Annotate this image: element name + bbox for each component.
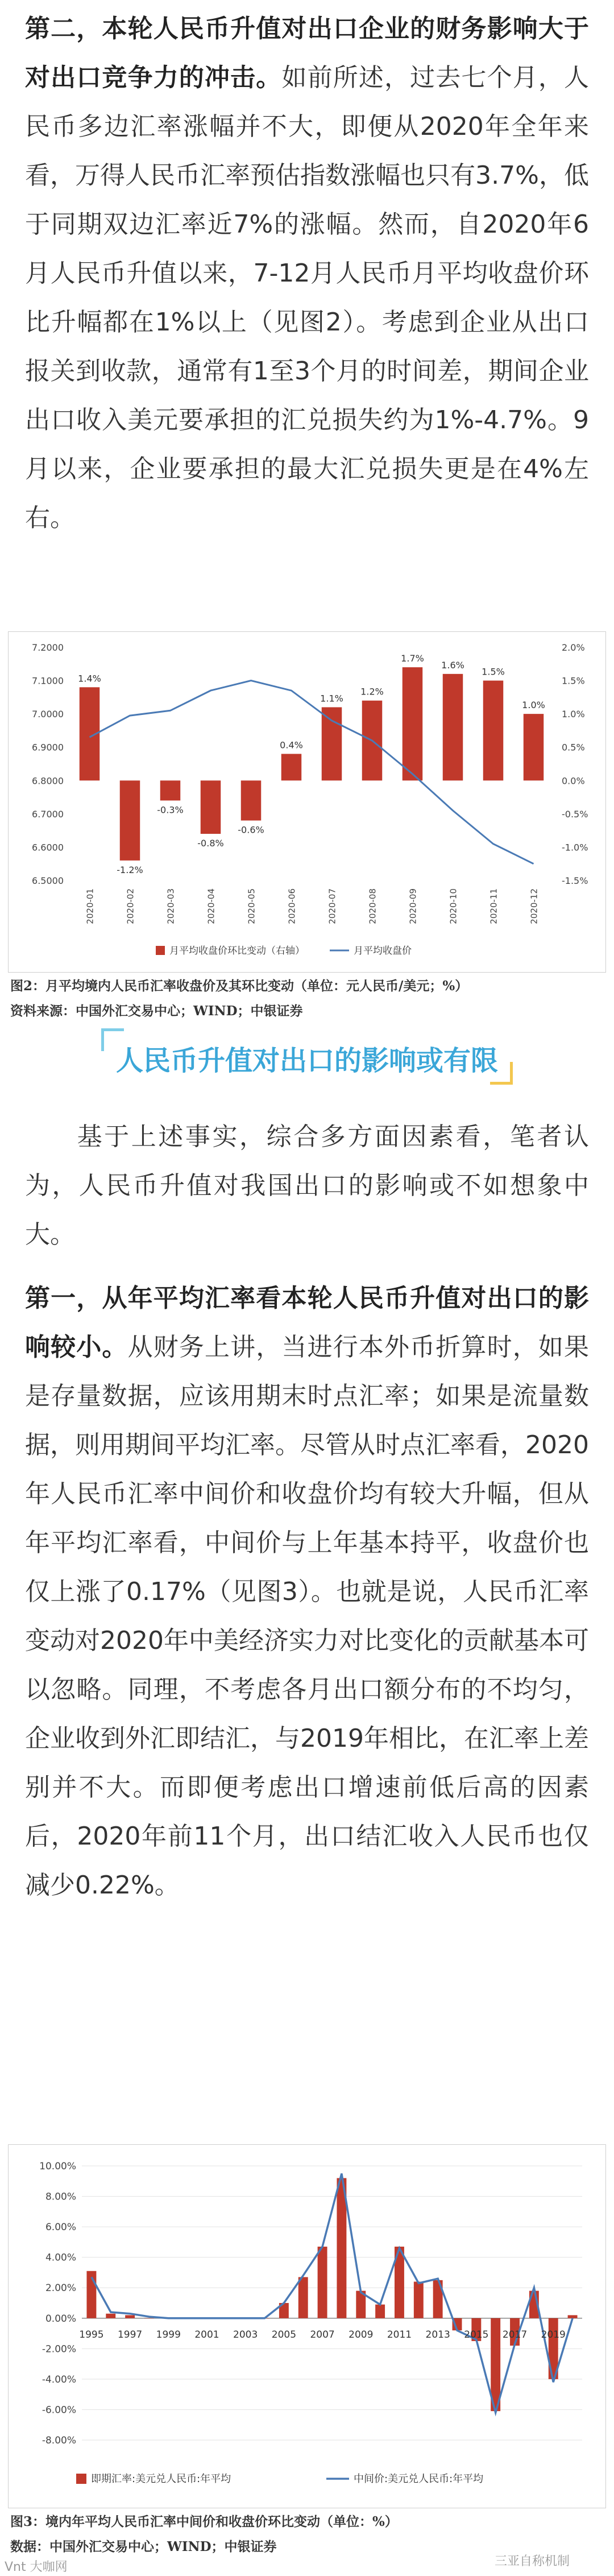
chart2-ytick: 4.00% bbox=[45, 2252, 76, 2264]
chart1-ytick-left: 7.0000 bbox=[32, 709, 64, 720]
chart1-bar bbox=[281, 754, 302, 780]
chart2-xtick: 1997 bbox=[117, 2329, 143, 2341]
chart2-ytick: -8.00% bbox=[42, 2435, 76, 2446]
chart2-ytick: 8.00% bbox=[45, 2191, 76, 2203]
chart2-source: 数据：中国外汇交易中心；WIND；中银证券 bbox=[10, 2539, 277, 2554]
paragraph-lead: 第二，本轮人民币升值对出口企业的财务影响大于对出口竞争力的冲击。 bbox=[25, 14, 589, 92]
paragraph-annual-lead: 第一，从年平均汇率看本轮人民币升值对出口的影响较小。 bbox=[25, 1284, 589, 1362]
chart1-bar-label: 1.1% bbox=[320, 693, 343, 704]
chart2-xtick: 1999 bbox=[156, 2329, 181, 2341]
chart1-xtick: 2020-09 bbox=[408, 888, 418, 924]
chart2-ytick: -4.00% bbox=[42, 2374, 76, 2385]
chart1-source: 资料来源：中国外汇交易中心；WIND；中银证券 bbox=[10, 1003, 303, 1019]
chart1-caption bbox=[10, 974, 604, 1024]
chart1-xtick: 2020-04 bbox=[206, 888, 217, 924]
chart2-bar bbox=[375, 2305, 385, 2318]
chart1-legend-bar-swatch bbox=[156, 946, 165, 955]
watermark-left: Vnt 大咖网 bbox=[5, 2560, 68, 2574]
paragraph-annual-body: 从财务上讲，当进行本外币折算时，如果是存量数据，应该用期末时点汇率；如果是流量数据，则用期间平均汇率。尽管从时点汇率看，2020年人民币汇率中间价和收盘价均有较大升幅，但从年平均汇率看，中间价与上年基本持平，收盘价也仅上涨了0.17%（见图3）。也就是说，人民币汇率变动对2020年中美经济实力对比变化的贡献基本可以忽略。同理，不考虑各月出口额分布的不均匀，企业收到外汇即结汇，与2019年相比，在汇率上差别并不大。而即便考虑出口增速前低后高的因素后，2020年前11个月，出口结汇收入人民币也仅减少0.22%。 bbox=[25, 1333, 590, 1900]
chart2-bar bbox=[318, 2247, 327, 2318]
chart2-title: 图3：境内年平均人民币汇率中间价和收盘价环比变动（单位：%） bbox=[10, 2514, 398, 2529]
chart1-xtick: 2020-03 bbox=[165, 888, 176, 924]
section-title: 人民币升值对出口的影响或有限 bbox=[115, 1045, 498, 1077]
chart1-bar bbox=[524, 714, 544, 780]
paragraph-body: 如前所述，过去七个月，人民币多边汇率涨幅并不大，即便从2020年全年来看，万得人民币汇率预估指数涨幅也只有3.7%，低于同期双边汇率近7%的涨幅。然而，自2020年6月人民币升值以来，7-12月人民币月平均收盘价环比升幅都在1%以上（见图2）。考虑到企业从出口报关到收款，通常有1至3个月的时间差，期间企业出口收入美元要承担的汇兑损失约为1%-4.7%。9月以来，企业要承担的最大汇兑损失更是在4%左右。 bbox=[25, 63, 590, 532]
chart-annual-rate bbox=[8, 2144, 606, 2508]
chart1-ytick-right: 2.0% bbox=[562, 642, 585, 653]
chart1-xtick: 2020-08 bbox=[367, 888, 378, 924]
chart1-xtick: 2020-12 bbox=[529, 888, 540, 924]
chart1-bar bbox=[241, 780, 262, 820]
chart1-xtick: 2020-02 bbox=[125, 888, 136, 924]
chart1-ytick-left: 6.9000 bbox=[32, 742, 64, 753]
chart1-legend-bar-label: 月平均收盘价环比变动（右轴） bbox=[169, 945, 305, 957]
chart1-ytick-left: 6.6000 bbox=[32, 842, 64, 853]
chart2-xtick: 2001 bbox=[194, 2329, 219, 2341]
paragraph-summary-text: 基于上述事实，综合多方面因素看，笔者认为，人民币升值对我国出口的影响或不如想象中大。 bbox=[25, 1122, 589, 1249]
chart1-legend-line-label: 月平均收盘价 bbox=[354, 945, 412, 957]
chart1-bar-label: 1.4% bbox=[78, 673, 101, 684]
chart1-xtick: 2020-06 bbox=[287, 888, 297, 924]
chart1-bar bbox=[120, 780, 140, 861]
chart2-ytick: 6.00% bbox=[45, 2222, 76, 2234]
chart2-xtick: 2005 bbox=[271, 2329, 297, 2341]
chart2-bar bbox=[568, 2315, 578, 2318]
chart1-xtick: 2020-07 bbox=[327, 888, 338, 924]
chart1-ytick-right: 0.5% bbox=[562, 742, 585, 753]
chart1-bar bbox=[403, 667, 423, 780]
chart2-ytick: -2.00% bbox=[42, 2343, 76, 2355]
chart1-bar bbox=[201, 780, 221, 834]
chart1-bar-label: -0.6% bbox=[238, 824, 264, 836]
chart1-bar-label: 1.5% bbox=[482, 666, 505, 677]
chart1-ytick-left: 6.8000 bbox=[32, 775, 64, 787]
chart1-bar bbox=[160, 780, 181, 800]
chart2-legend-bar-label: 即期汇率:美元兑人民币:年平均 bbox=[91, 2473, 231, 2485]
watermark-right: 三亚自称机制 bbox=[495, 2554, 570, 2569]
chart1-xtick: 2020-10 bbox=[448, 888, 459, 924]
chart1-bar-label: 1.6% bbox=[441, 659, 464, 671]
chart1-ytick-left: 6.5000 bbox=[32, 875, 64, 886]
chart1-bar-label: 0.4% bbox=[280, 739, 303, 751]
chart2-xtick: 1995 bbox=[79, 2329, 104, 2341]
chart2-xtick: 2013 bbox=[425, 2329, 450, 2341]
chart2-xtick: 2003 bbox=[233, 2329, 258, 2341]
chart1-bar-label: 1.2% bbox=[360, 686, 384, 697]
chart2-xtick: 2009 bbox=[349, 2329, 374, 2341]
chart1-bar-label: 1.0% bbox=[522, 700, 545, 711]
chart1-ytick-left: 6.7000 bbox=[32, 808, 64, 820]
chart2-ytick: 2.00% bbox=[45, 2283, 76, 2294]
chart2-xtick: 2007 bbox=[310, 2329, 335, 2341]
chart2-xtick: 2019 bbox=[541, 2329, 566, 2341]
chart1-bar bbox=[322, 707, 342, 780]
chart2-legend-line-label: 中间价:美元兑人民币:年平均 bbox=[354, 2473, 484, 2485]
chart2-ytick: 10.00% bbox=[39, 2161, 76, 2172]
chart-annual-rate-svg bbox=[8, 2144, 606, 2508]
chart1-bar-label: 1.7% bbox=[401, 653, 424, 664]
chart1-bar-label: -0.3% bbox=[157, 804, 184, 816]
chart2-ytick: -6.00% bbox=[42, 2404, 76, 2416]
chart2-bar bbox=[125, 2315, 135, 2318]
chart1-ytick-right: 1.0% bbox=[562, 709, 585, 720]
chart1-xtick: 2020-01 bbox=[85, 888, 96, 924]
paragraph-annual-rate bbox=[25, 1274, 589, 1910]
chart2-bar bbox=[414, 2282, 424, 2318]
chart2-xtick: 2015 bbox=[464, 2329, 489, 2341]
chart2-ytick: 0.00% bbox=[45, 2313, 76, 2325]
chart1-ytick-right: -1.5% bbox=[562, 875, 588, 886]
chart2-xtick: 2017 bbox=[502, 2329, 528, 2341]
chart1-ytick-left: 7.2000 bbox=[32, 642, 64, 653]
chart1-title: 图2：月平均境内人民币汇率收盘价及其环比变动（单位：元人民币/美元；%） bbox=[10, 978, 468, 994]
chart2-bar bbox=[298, 2277, 308, 2318]
chart1-bar-label: -0.8% bbox=[197, 838, 224, 849]
chart1-ytick-right: 0.0% bbox=[562, 775, 585, 787]
chart2-xtick: 2011 bbox=[387, 2329, 412, 2341]
chart1-xtick: 2020-11 bbox=[488, 888, 499, 924]
chart1-bar-label: -1.2% bbox=[117, 864, 143, 875]
chart1-bar bbox=[483, 681, 504, 781]
chart1-ytick-right: 1.5% bbox=[562, 675, 585, 687]
chart1-ytick-right: -0.5% bbox=[562, 808, 588, 820]
paragraph-summary bbox=[25, 1113, 589, 1259]
paragraph-financial-impact bbox=[25, 5, 589, 543]
chart-monthly-rate bbox=[8, 631, 606, 973]
chart1-bar bbox=[443, 674, 463, 780]
chart2-bar bbox=[144, 2318, 154, 2319]
chart1-xtick: 2020-05 bbox=[246, 888, 257, 924]
chart1-ytick-left: 7.1000 bbox=[32, 675, 64, 687]
chart1-ytick-right: -1.0% bbox=[562, 842, 588, 853]
chart2-legend-bar-swatch bbox=[76, 2474, 86, 2484]
chart2-bar bbox=[106, 2314, 115, 2318]
chart-monthly-rate-svg bbox=[8, 631, 606, 973]
